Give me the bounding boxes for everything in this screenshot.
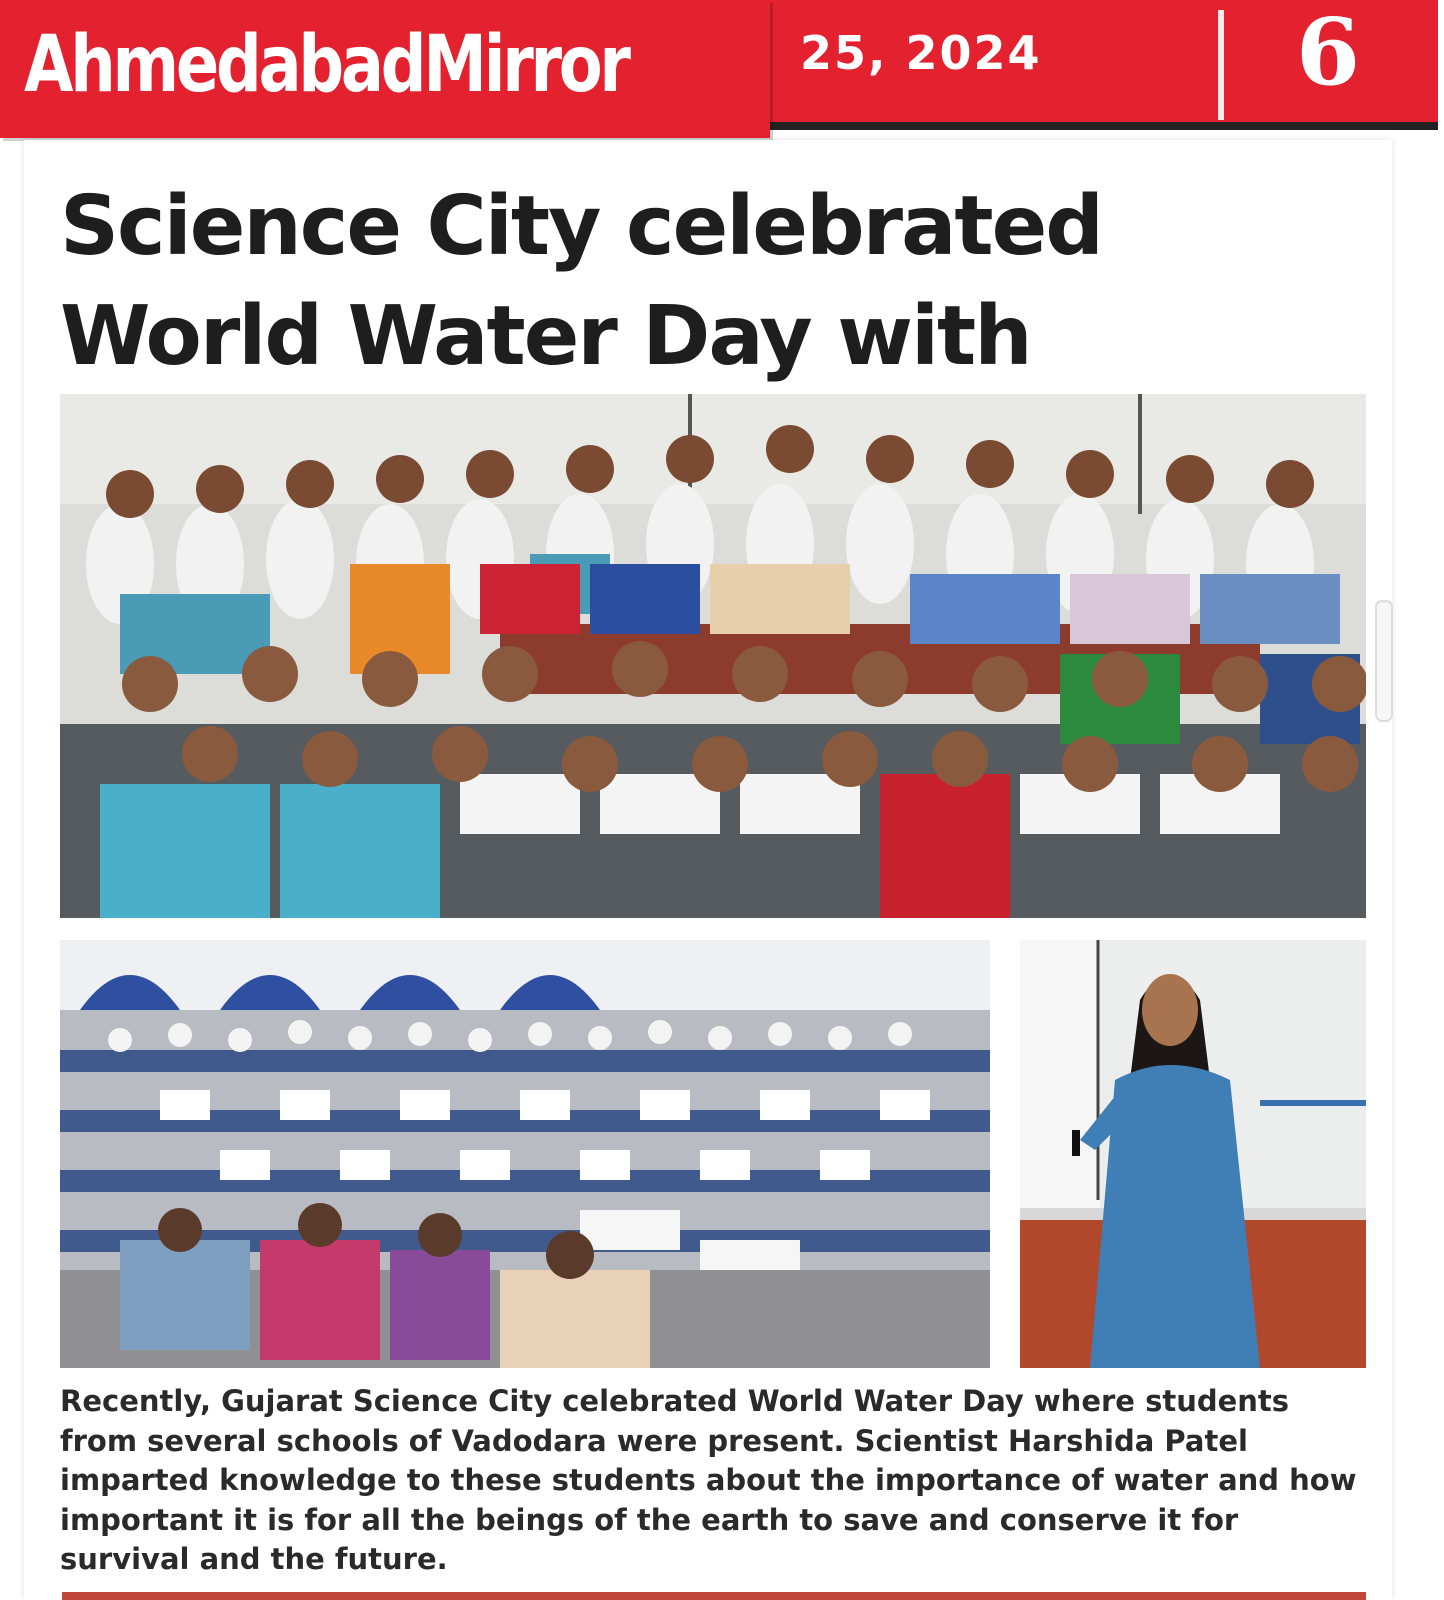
page-number: 6 [1296,0,1361,106]
speaker-photo-illustration [1020,940,1366,1368]
logo-text: AhmedabadMirror [24,20,628,110]
article-caption: Recently, Gujarat Science City celebrated World Water Day where students from several schools of Vadodara were present. Scientist Harshida Patel imparted knowledge to these students about the importance of water and how important it is for all the beings of the earth to save and conserve it for survival and the future. [60,1384,1357,1576]
auditorium-photo-illustration [60,940,990,1368]
masthead-underline [770,122,1438,130]
scroll-handle[interactable] [1375,600,1393,722]
masthead-logo [0,0,770,138]
group-photo-illustration [60,394,1366,918]
bottom-rule [62,1592,1366,1600]
speaker-photo [1020,940,1366,1368]
article-headline: Science City celebrated World Water Day with [60,179,1102,384]
masthead-divider [1218,10,1224,120]
group-photo [60,394,1366,918]
auditorium-photo [60,940,990,1368]
masthead-date: 25, 2024 [800,26,1042,80]
